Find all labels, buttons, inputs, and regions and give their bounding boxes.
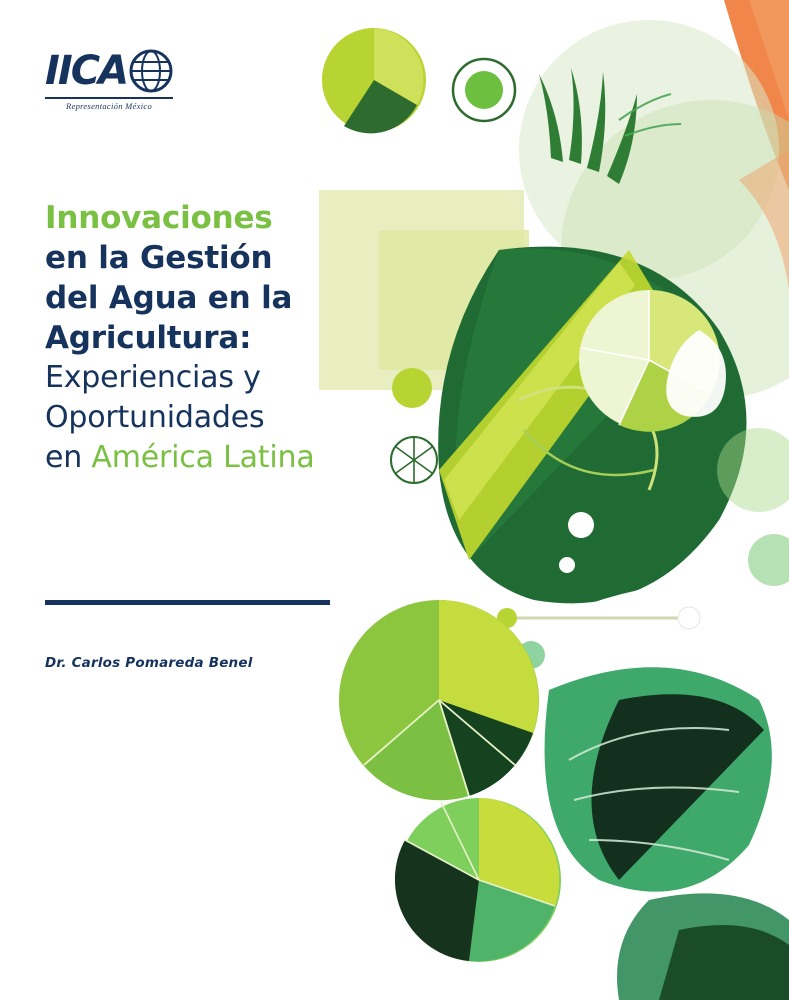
- subtitle-line-2: Oportunidades: [45, 400, 265, 435]
- globe-icon: [129, 49, 173, 93]
- logo-subtitle: Representación México: [66, 101, 152, 111]
- cover-artwork: [319, 0, 789, 1000]
- logo-mark: [45, 48, 245, 94]
- title-line-4: Agricultura:: [45, 320, 252, 356]
- author-name: Dr. Carlos Pomareda Benel: [45, 655, 253, 671]
- cover-title-block: [45, 198, 375, 478]
- title-line-2: en la Gestión: [45, 240, 273, 276]
- iica-logo: [45, 48, 245, 120]
- title-divider: [45, 600, 330, 605]
- title-line-3: del Agua en la: [45, 280, 293, 316]
- title-line-1: Innovaciones: [45, 200, 273, 236]
- logo-divider: [45, 97, 173, 99]
- subtitle-line-1: Experiencias y: [45, 360, 261, 395]
- logo-wordmark: IICA: [45, 48, 128, 94]
- subtitle-prefix: en: [45, 440, 92, 475]
- subtitle-line-3: [45, 438, 375, 478]
- subtitle-accent: América Latina: [91, 440, 315, 475]
